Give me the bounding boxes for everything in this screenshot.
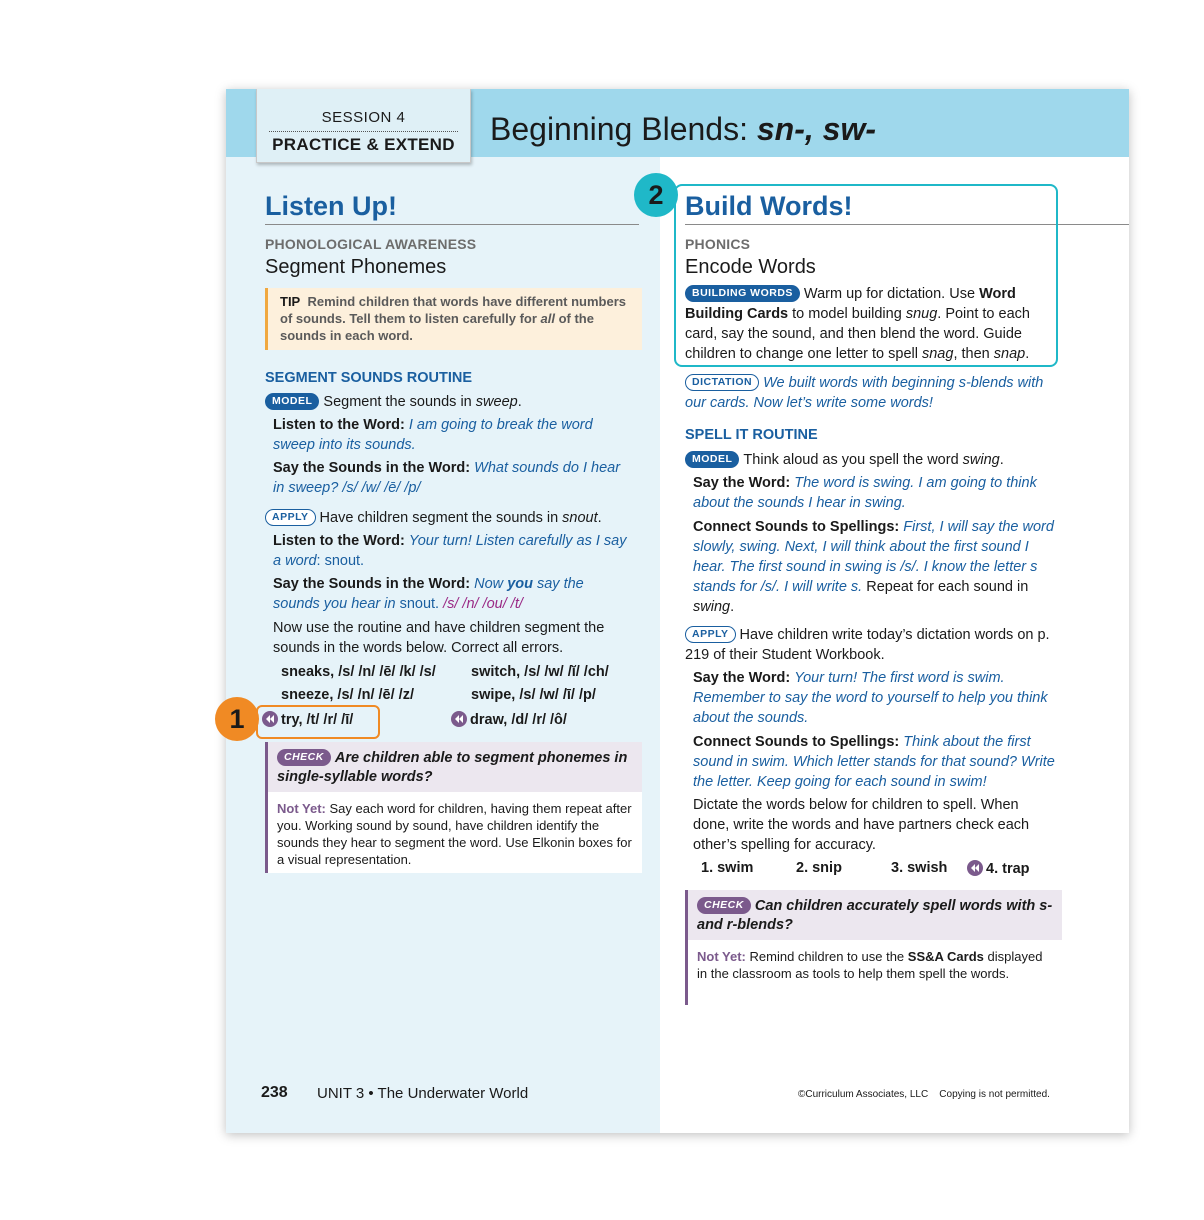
build-words-title: Build Words! <box>685 191 853 221</box>
not-yet-text: Not Yet: Remind children to use the SS&A Cards displayed in the classroom as tools to help them spell the words. <box>697 949 1043 981</box>
apply-line: APPLY Have children segment the sounds in snout. <box>265 508 645 528</box>
apply-pill: APPLY <box>265 509 316 526</box>
page-number: 238 <box>261 1084 288 1101</box>
building-words-pill: BUILDING WORDS <box>685 285 800 302</box>
audio-icon[interactable] <box>967 860 983 876</box>
word-item: sneaks, /s/ /n/ /ē/ /k/ /s/ <box>281 664 436 680</box>
right-apply-connect-step: Connect Sounds to Spellings: Think about the first sound in swim. Which letter stands for that sound? Write the letter. Keep going for each sound in swim! <box>693 734 1055 790</box>
dictation-word-trap: 4. trap <box>967 860 1030 877</box>
tip-box <box>265 288 642 350</box>
not-yet-text: Not Yet: Say each word for children, having them repeat after you. Working sound by sound, have children identify the sounds they hear to segment the word. Use Elkonin boxes for a visual representation. <box>277 801 632 867</box>
model-listen-step: Listen to the Word: I am going to break the word sweep into its sounds. <box>273 417 593 453</box>
apply-listen-step: Listen to the Word: Your turn! Listen carefully as I say a word: snout. <box>273 533 627 569</box>
dictation-word: 3. swish <box>891 860 948 876</box>
tip-label: TIP <box>280 294 301 309</box>
lesson-title-text: Beginning Blends: <box>490 111 757 147</box>
model-pill: MODEL <box>265 393 319 410</box>
tip-text: TIP Remind children that words have different numbers of sounds. Tell them to listen carefully for all of the sounds in each word. <box>280 294 627 343</box>
dictation-pill: DICTATION <box>685 374 759 391</box>
callout-1-badge: 1 <box>215 697 259 741</box>
right-check-box <box>685 890 1062 1005</box>
word-item: sneeze, /s/ /n/ /ē/ /z/ <box>281 687 414 703</box>
check-pill: CHECK <box>697 897 751 914</box>
lesson-title-blends: sn-, sw- <box>756 111 876 147</box>
word-item: swipe, /s/ /w/ /ī/ /p/ <box>471 687 596 703</box>
model-line: MODEL Segment the sounds in sweep. <box>265 392 645 412</box>
phonological-awareness-label: PHONOLOGICAL AWARENESS <box>265 236 477 252</box>
right-model-say-step: Say the Word: The word is swing. I am going to think about the sounds I hear in swing. <box>693 475 1037 511</box>
spell-it-routine-title: SPELL IT ROUTINE <box>685 427 818 443</box>
right-instructions: Dictate the words below for children to spell. When done, write the words and have partners check each other’s spelling for accuracy. <box>693 797 1030 853</box>
right-model-line: MODEL Think aloud as you spell the word swing. <box>685 450 1065 470</box>
dictation-word: 2. snip <box>796 860 842 876</box>
left-instructions: Now use the routine and have children segment the sounds in the words below. Correct all errors. <box>273 620 605 656</box>
session-label: PRACTICE & EXTEND <box>272 135 455 154</box>
word-item-draw: draw, /d/ /r/ /ô/ <box>451 711 567 728</box>
dictation-word: 1. swim <box>701 860 754 876</box>
word-item: switch, /s/ /w/ /ĭ/ /ch/ <box>471 664 609 680</box>
check-pill: CHECK <box>277 749 331 766</box>
right-apply-line: APPLY Have children write today’s dictation words on p. 219 of their Student Workbook. <box>685 627 1050 663</box>
check-question: CHECK Are children able to segment phonemes in single-syllable words? <box>277 750 628 785</box>
right-model-connect-step: Connect Sounds to Spellings: First, I will say the word slowly, swing. Next, I will think about the first sound I hear. The first sound in swing is /s/. I know the letter s stands for /s/. I will write s. Repeat for each sound in swing. <box>693 519 1054 615</box>
session-number: SESSION 4 <box>321 109 406 126</box>
model-pill: MODEL <box>685 451 739 468</box>
dictation-line: DICTATION We built words with beginning s-blends with our cards. Now let’s write some words! <box>685 375 1044 411</box>
session-tab <box>256 89 471 163</box>
callout-2-frame <box>674 184 1058 367</box>
segment-sounds-routine-title: SEGMENT SOUNDS ROUTINE <box>265 370 473 386</box>
right-apply-say-step: Say the Word: Your turn! The first word is swim. Remember to say the word to yourself to help you think about the sounds. <box>693 670 1048 726</box>
model-say-step: Say the Sounds in the Word: What sounds do I hear in sweep? /s/ /w/ /ē/ /p/ <box>273 460 621 496</box>
apply-say-step: Say the Sounds in the Word: Now you say the sounds you hear in snout. /s/ /n/ /ou/ /t/ <box>273 576 584 612</box>
callout-2-badge: 2 <box>634 173 678 217</box>
left-check-box <box>265 742 642 873</box>
phonics-label: PHONICS <box>685 236 751 252</box>
building-words-paragraph: BUILDING WORDS Warm up for dictation. Use Word Building Cards to model building snug. Point to each card, say the sound, and then blend the word. Guide children to change one letter to spell snag, then snap. <box>685 286 1030 362</box>
session-divider <box>269 131 458 132</box>
listen-up-rule <box>265 224 639 225</box>
encode-words-heading: Encode Words <box>685 256 816 278</box>
word-item-try: try, /t/ /r/ /ī/ <box>262 711 353 728</box>
copyright: ©Curriculum Associates, LLC Copying is not permitted. <box>798 1089 1050 1100</box>
audio-icon[interactable] <box>451 711 467 727</box>
callout-1-frame <box>256 705 380 739</box>
check-question: CHECK Can children accurately spell words with s- and r-blends? <box>697 898 1053 933</box>
apply-pill: APPLY <box>685 626 736 643</box>
lesson-title <box>490 111 876 148</box>
listen-up-title: Listen Up! <box>265 191 397 221</box>
unit-label: UNIT 3 • The Underwater World <box>317 1085 529 1102</box>
segment-phonemes-heading: Segment Phonemes <box>265 256 447 278</box>
